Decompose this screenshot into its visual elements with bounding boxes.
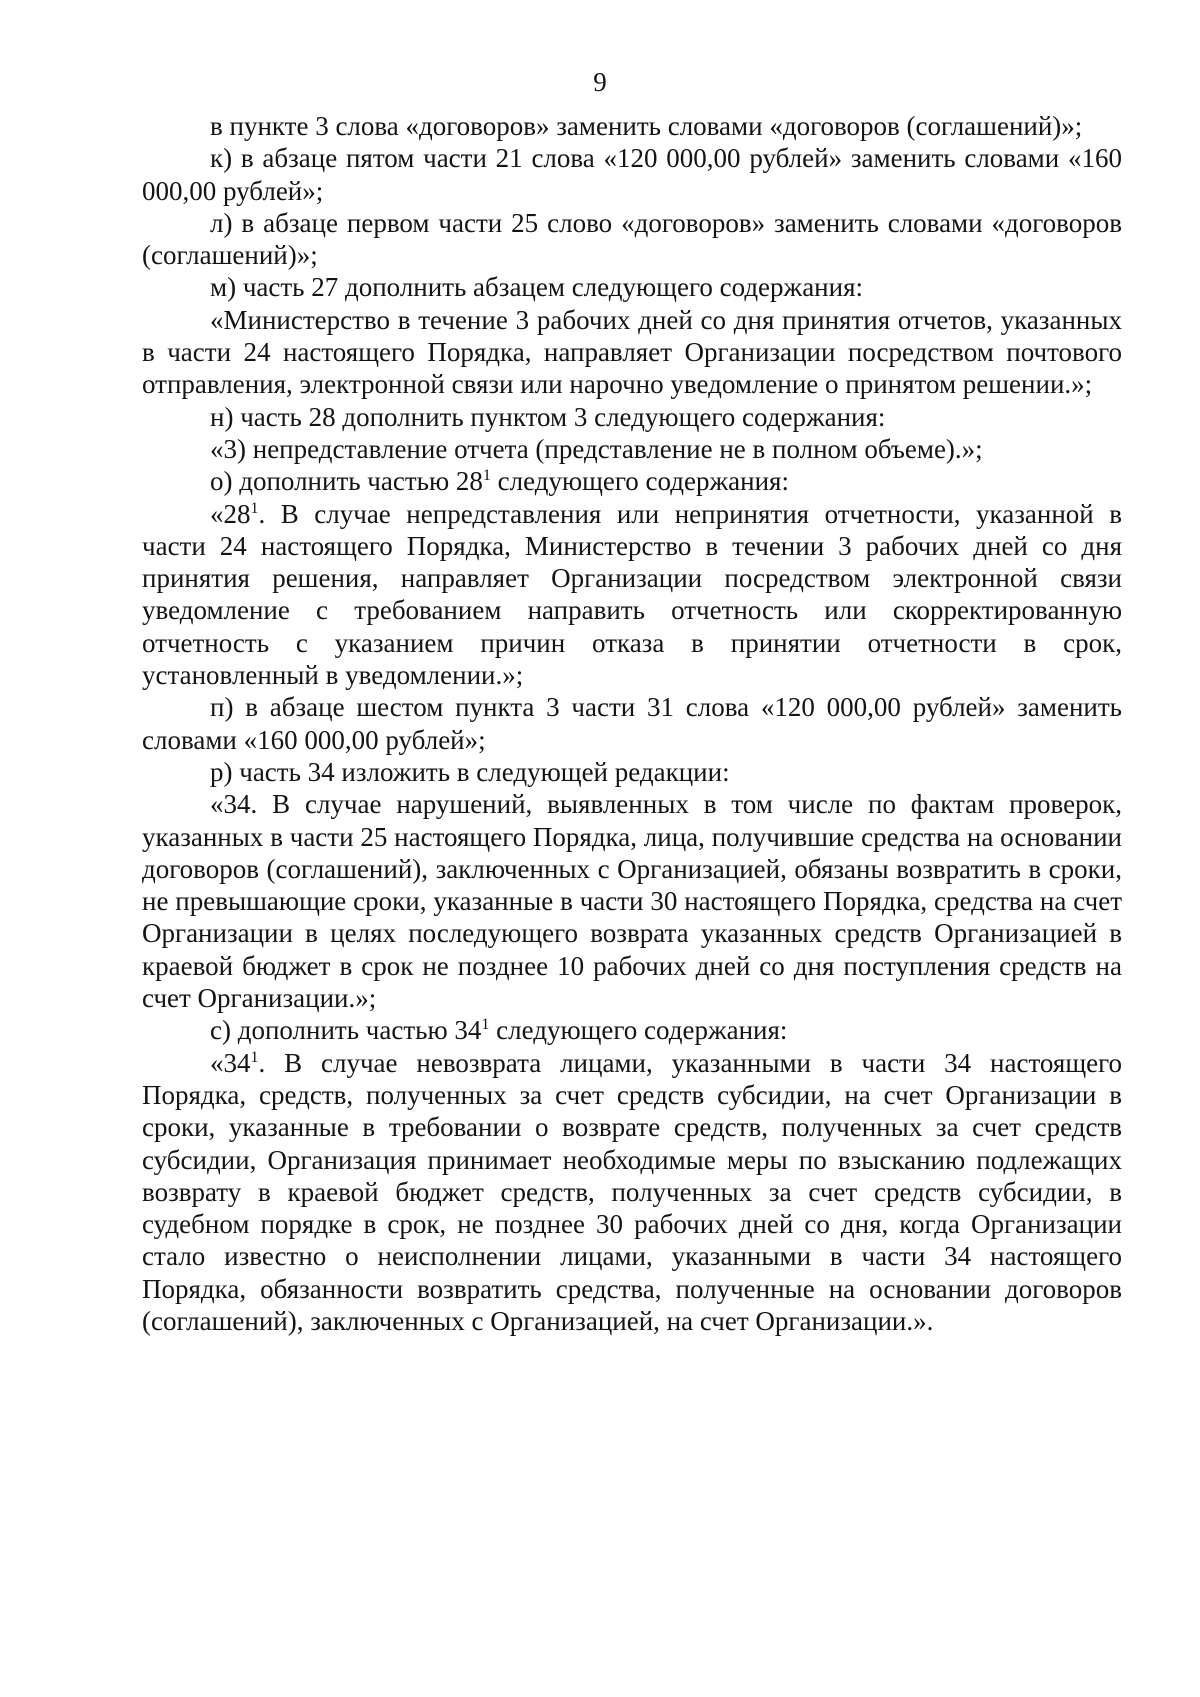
- paragraph-13-after: следующего содержания:: [489, 1015, 788, 1046]
- document-body: [142, 110, 1122, 1337]
- paragraph-14-after: . В случае невозврата лицами, указанными в части 34 настоящего Порядка, средств, полученных за счет средств субсидии, на счет Организации в сроки, указанные в требовании о возврате средств, полученных за счет средств субсидии, Организация принимает необходимые меры по взысканию подлежащих возврату в краевой бюджет средств, полученных за счет средств субсидии, в судебном порядке в срок, не позднее 30 рабочих дней со дня, когда Организации стало известно о неисполнении лицами, указанными в части 34 настоящего Порядка, обязанности возвратить средства, полученные на основании договоров (соглашений), заключенных с Организацией, на счет Организации.».: [142, 1047, 1122, 1336]
- paragraph-13-before: с) дополнить частью 34: [210, 1015, 482, 1046]
- paragraph-8-before: о) дополнить частью 28: [210, 466, 483, 497]
- paragraph-9: [142, 498, 1122, 692]
- paragraph-1: в пункте 3 слова «договоров» заменить словами «договоров (соглашений)»;: [210, 111, 1083, 141]
- paragraph-13: [142, 1014, 1122, 1046]
- paragraph-11: р) часть 34 изложить в следующей редакции:: [210, 756, 730, 787]
- paragraph-6: н) часть 28 дополнить пунктом 3 следующего содержания:: [210, 401, 886, 432]
- paragraph-9-superscript: 1: [250, 499, 259, 517]
- paragraph-13-superscript: 1: [481, 1016, 490, 1034]
- paragraph-5: «Министерство в течение 3 рабочих дней со дня принятия отчетов, указанных в части 24 настоящего Порядка, направляет Организации посредством почтового отправления, электронной связи или нарочно уведомление о принятом решении.»;: [142, 304, 1122, 400]
- paragraph-2: к) в абзаце пятом части 21 слова «120 000,00 рублей» заменить словами «160 000,00 рублей»;: [142, 143, 1122, 206]
- paragraph-14-superscript: 1: [250, 1048, 259, 1066]
- page-number: 9: [593, 67, 607, 97]
- paragraph-12: «34. В случае нарушений, выявленных в том числе по фактам проверок, указанных в части 25 настоящего Порядка, лица, получившие средства на основании договоров (соглашений), заключенных с Организацией, обязаны возвратить в сроки, не превышающие сроки, указанные в части 30 настоящего Порядка, средства на счет Организации в целях последующего возврата указанных средств Организацией в краевой бюджет в срок не позднее 10 рабочих дней со дня поступления средств на счет Организации.»;: [142, 789, 1122, 1014]
- paragraph-8-after: следующего содержания:: [490, 466, 789, 497]
- paragraph-8-superscript: 1: [482, 467, 491, 485]
- paragraph-10: п) в абзаце шестом пункта 3 части 31 слова «120 000,00 рублей» заменить словами «160 000,00 рублей»;: [142, 692, 1122, 755]
- paragraph-14: [142, 1047, 1122, 1338]
- paragraph-4: м) часть 27 дополнить абзацем следующего содержания:: [210, 272, 863, 303]
- paragraph-8: [142, 465, 1122, 497]
- paragraph-14-before: «34: [210, 1047, 251, 1078]
- paragraph-9-after: . В случае непредставления или непринятия отчетности, указанной в части 24 настоящего Порядка, Министерство в течении 3 рабочих дней со дня принятия решения, направляет Организации посредством электронной связи уведомление с требованием направить отчетность или скорректированную отчетность с указанием причин отказа в принятии отчетности в срок, установленный в уведомлении.»;: [142, 498, 1122, 691]
- paragraph-7: «3) непредставление отчета (представление не в полном объеме).»;: [210, 433, 983, 464]
- paragraph-3: л) в абзаце первом части 25 слово «договоров» заменить словами «договоров (соглашений)»;: [142, 207, 1122, 271]
- paragraph-9-before: «28: [210, 498, 251, 529]
